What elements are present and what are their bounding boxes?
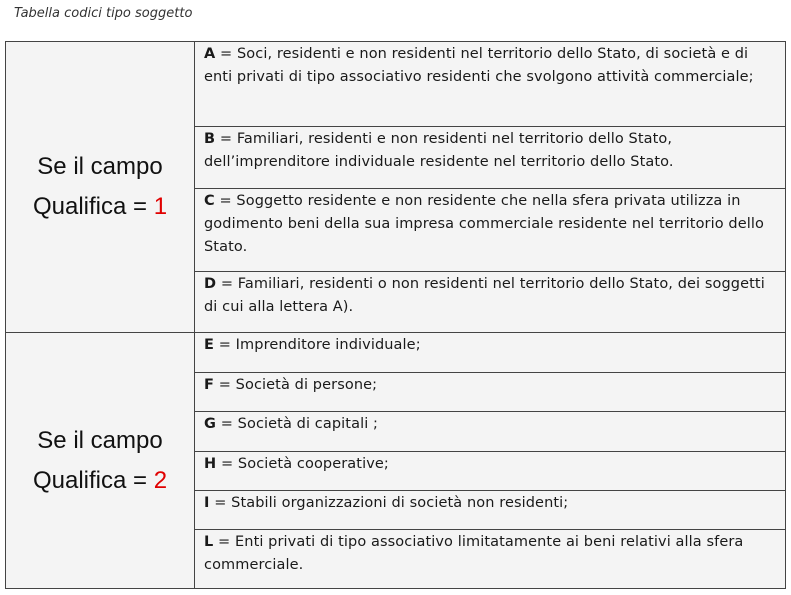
- code-description: = Società di persone;: [214, 377, 378, 393]
- code-letter: C: [204, 193, 215, 209]
- group-qualifica-2: [6, 332, 785, 589]
- code-row-a: [195, 42, 785, 126]
- code-description: = Familiari, residenti o non residenti nel territorio dello Stato, dei soggetti di cui alla lettera A).: [204, 276, 765, 315]
- code-letter: A: [204, 46, 216, 62]
- code-rows: [194, 333, 785, 589]
- code-letter: E: [204, 337, 215, 353]
- table-caption: Tabella codici tipo soggetto: [14, 6, 193, 21]
- code-rows: [194, 42, 785, 332]
- label-line-2: Qualifica = 1: [32, 193, 168, 220]
- label-line-2: Qualifica = 2: [32, 467, 168, 494]
- code-row-f: [195, 372, 785, 411]
- code-letter: H: [204, 456, 217, 472]
- code-row-b: [195, 126, 785, 188]
- code-description: = Soggetto residente e non residente che nella sfera privata utilizza in godimento beni della sua impresa commerciale residente nel territorio dello Stato.: [204, 193, 764, 255]
- code-letter: G: [204, 416, 217, 432]
- code-row-e: [195, 333, 785, 372]
- code-description: = Imprenditore individuale;: [214, 337, 421, 353]
- code-letter: L: [204, 534, 214, 550]
- code-description: = Familiari, residenti e non residenti nel territorio dello Stato, dell’imprenditore individuale residente nel territorio dello Stato.: [204, 131, 674, 170]
- code-row-h: [195, 451, 785, 490]
- code-row-d: [195, 271, 785, 332]
- label-line-1: Se il campo: [37, 427, 163, 454]
- code-letter: B: [204, 131, 216, 147]
- qualifica-number: 1: [153, 193, 168, 220]
- code-row-l: [195, 529, 785, 588]
- code-letter: F: [204, 377, 215, 393]
- qualifica-number: 2: [153, 467, 168, 494]
- code-letter: I: [204, 495, 210, 511]
- code-description: = Enti privati di tipo associativo limitatamente ai beni relativi alla sfera commerciale.: [204, 534, 744, 573]
- code-row-i: [195, 490, 785, 529]
- label-line-1: Se il campo: [37, 153, 163, 180]
- code-row-g: [195, 411, 785, 451]
- code-row-c: [195, 188, 785, 271]
- group-qualifica-1: [6, 42, 785, 332]
- code-letter: D: [204, 276, 217, 292]
- code-description: = Società di capitali ;: [216, 416, 379, 432]
- code-description: = Soci, residenti e non residenti nel territorio dello Stato, di società e di enti privati di tipo associativo residenti che svolgono attività commerciale;: [204, 46, 754, 85]
- qualifica-label: [6, 42, 194, 332]
- code-description: = Società cooperative;: [216, 456, 389, 472]
- code-description: = Stabili organizzazioni di società non residenti;: [209, 495, 569, 511]
- tipo-soggetto-table: [5, 41, 786, 589]
- qualifica-label: [6, 333, 194, 589]
